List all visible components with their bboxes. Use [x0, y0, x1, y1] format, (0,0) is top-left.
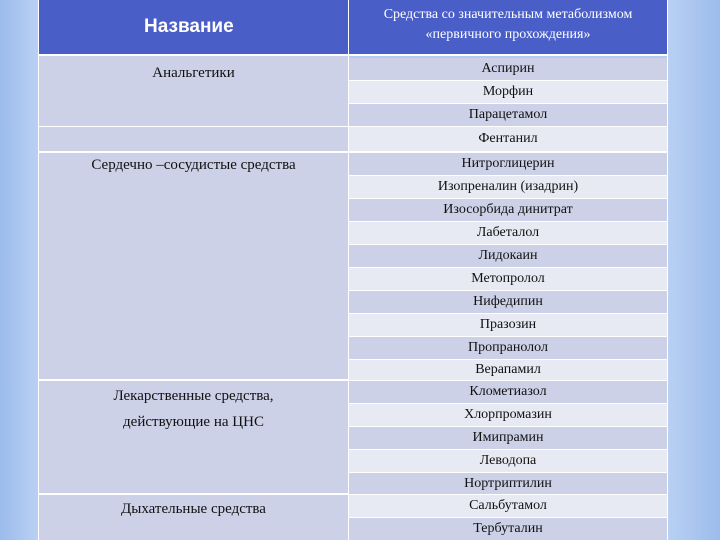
header-drugs: Средства со значительным метаболизмом «первичного прохождения» — [349, 0, 667, 56]
drug-row: Аспирин — [349, 58, 667, 81]
drug-row: Метопролол — [349, 268, 667, 291]
drug-row: Парацетамол — [349, 104, 667, 127]
category-cns — [39, 381, 349, 495]
drug-row: Изосорбида динитрат — [349, 199, 667, 222]
drug-row: Морфин — [349, 81, 667, 104]
drug-row: Тербуталин — [349, 518, 667, 540]
category-divider — [39, 126, 348, 127]
header-name: Название — [39, 0, 349, 56]
drug-row: Лидокаин — [349, 245, 667, 268]
drug-row: Клометиазол — [349, 381, 667, 404]
drug-row: Лабеталол — [349, 222, 667, 245]
drug-row: Хлорпромазин — [349, 404, 667, 427]
drug-row: Пропранолол — [349, 337, 667, 360]
category-label: Лекарственные средства, действующие на ЦНС — [113, 388, 274, 430]
background-right-strip — [668, 0, 720, 540]
drug-row: Леводопа — [349, 450, 667, 473]
category-analgesics — [39, 56, 349, 153]
drug-row: Празозин — [349, 314, 667, 337]
drug-table — [38, 0, 668, 540]
category-label: Анальгетики — [152, 65, 235, 81]
drug-row: Имипрамин — [349, 427, 667, 450]
drug-row: Нортриптилин — [349, 473, 667, 495]
drug-row: Нифедипин — [349, 291, 667, 314]
drug-row: Нитроглицерин — [349, 153, 667, 176]
background-left-strip — [0, 0, 38, 540]
drug-row: Сальбутамол — [349, 495, 667, 518]
drug-row: Изопреналин (изадрин) — [349, 176, 667, 199]
drug-row: Верапамил — [349, 360, 667, 381]
category-respiratory — [39, 495, 349, 540]
drug-row: Фентанил — [349, 127, 667, 153]
category-label: Дыхательные средства — [121, 501, 266, 517]
category-label: Сердечно –сосудистые средства — [91, 157, 296, 173]
category-cardiovascular — [39, 153, 349, 381]
